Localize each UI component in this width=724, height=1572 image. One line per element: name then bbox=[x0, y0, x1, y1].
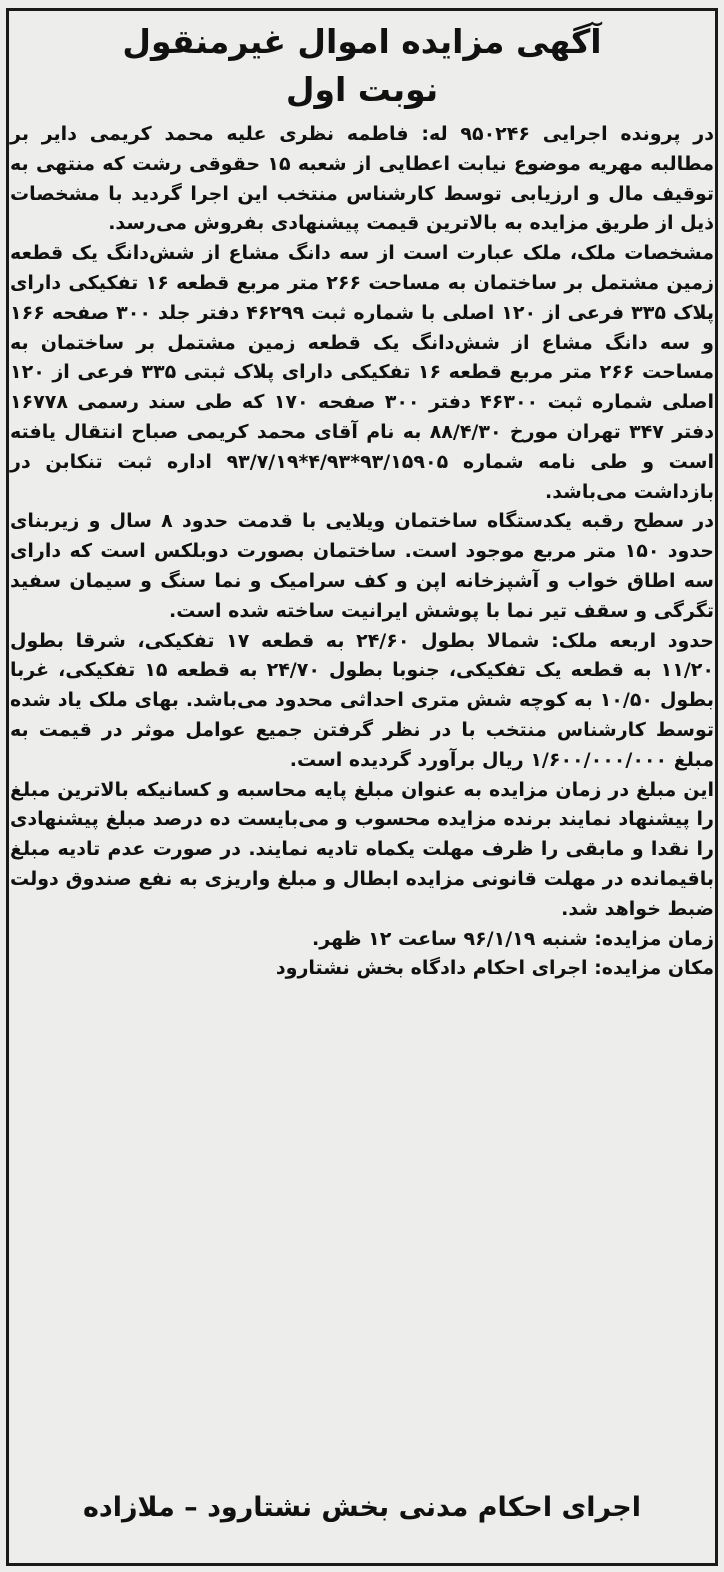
auction-place: مکان مزایده: اجرای احکام دادگاه بخش نشتارود bbox=[275, 957, 714, 980]
payment-terms-paragraph: این مبلغ در زمان مزایده به عنوان مبلغ پایه محاسبه و کسانیکه بالاترین مبلغ را پیشنهاد نمایند برنده مزایده محسوب و می‌بایست ده درصد مبلغ پیشنهادی را نقدا و مابقی را ظرف مهلت یکماه تادیه نمایند. در صورت عدم تادیه مبلغ باقیمانده در مهلت قانونی مزایده ابطال و مبلغ واریزی به نفع صندوق دولت ضبط خواهد شد. bbox=[10, 778, 714, 920]
property-specs-paragraph: مشخصات ملک، ملک عبارت است از سه دانگ مشاع از شش‌دانگ یک قطعه زمین مشتمل بر ساختمان به مساحت ۲۶۶ متر مربع قطعه ۱۶ تفکیکی دارای پلاک ۳۳۵ فرعی از ۱۲۰ اصلی با شماره ثبت ۴۶۲۹۹ دفتر جلد ۳۰۰ صفحه ۱۶۶ و سه دانگ مشاع از شش‌دانگ یک قطعه زمین مشتمل بر ساختمان به مساحت ۲۶۶ متر مربع قطعه ۱۶ تفکیکی دارای پلاک ثبتی ۳۳۵ فرعی از ۱۲۰ اصلی شماره ثبت ۴۶۳۰۰ دفتر ۳۰۰ صفحه ۱۷۰ که طی سند رسمی ۱۶۷۷۸ دفتر ۳۴۷ تهران مورخ ۸۸/۴/۳۰ به نام آقای محمد کریمی صباح انتقال یافته است و طی نامه شماره ۹۳/۱۵۹۰۵*۴/۹۳*۹۳/۷/۱۹ اداره ثبت تنکابن در بازداشت می‌باشد. bbox=[10, 242, 714, 503]
notice-title: آگهی مزایده اموال غیرمنقول bbox=[122, 22, 602, 61]
auction-time: زمان مزایده: شنبه ۹۶/۱/۱۹ ساعت ۱۲ ظهر. bbox=[312, 927, 714, 950]
notice-signature: اجرای احکام مدنی بخش نشتارود – ملازاده bbox=[82, 1492, 642, 1523]
notice-subtitle: نوبت اول bbox=[285, 70, 439, 109]
intro-paragraph: در پرونده اجرایی ۹۵۰۲۴۶ له: فاطمه نظری علیه محمد کریمی دایر بر مطالبه مهریه موضوع نیابت اعطایی از شعبه ۱۵ حقوقی رشت که منتهی به توقیف مال و ارزیابی توسط کارشناس منتخب این اجرا گردید با مشخصات ذیل از طریق مزایده به بالاترین قیمت پیشنهادی بفروش می‌رسد. bbox=[10, 123, 714, 235]
building-description-paragraph: در سطح رقبه یکدستگاه ساختمان ویلایی با قدمت حدود ۸ سال و زیربنای حدود ۱۵۰ متر مربع موجود است. ساختمان بصورت دوبلکس است که دارای سه اطاق خواب و آشپزخانه اپن و کف سرامیک و نما سنگ و سیمان سفید تگرگی و سقف تیر نما با پوشش ایرانیت ساخته شده است. bbox=[10, 510, 714, 622]
boundaries-and-valuation-paragraph: حدود اربعه ملک: شمالا بطول ۲۴/۶۰ به قطعه ۱۷ تفکیکی، شرقا بطول ۱۱/۲۰ به قطعه یک تفکیکی، جنوبا بطول ۲۴/۷۰ به قطعه ۱۵ تفکیکی، غربا بطول ۱۰/۵۰ به کوچه شش متری احداثی محدود می‌باشد. بهای ملک یاد شده توسط کارشناس منتخب با در نظر گرفتن جمیع عوامل موثر در قیمت به مبلغ ۱/۶۰۰/۰۰۰/۰۰۰ ریال برآورد گردیده است. bbox=[10, 629, 714, 771]
notice-body bbox=[10, 18, 714, 984]
